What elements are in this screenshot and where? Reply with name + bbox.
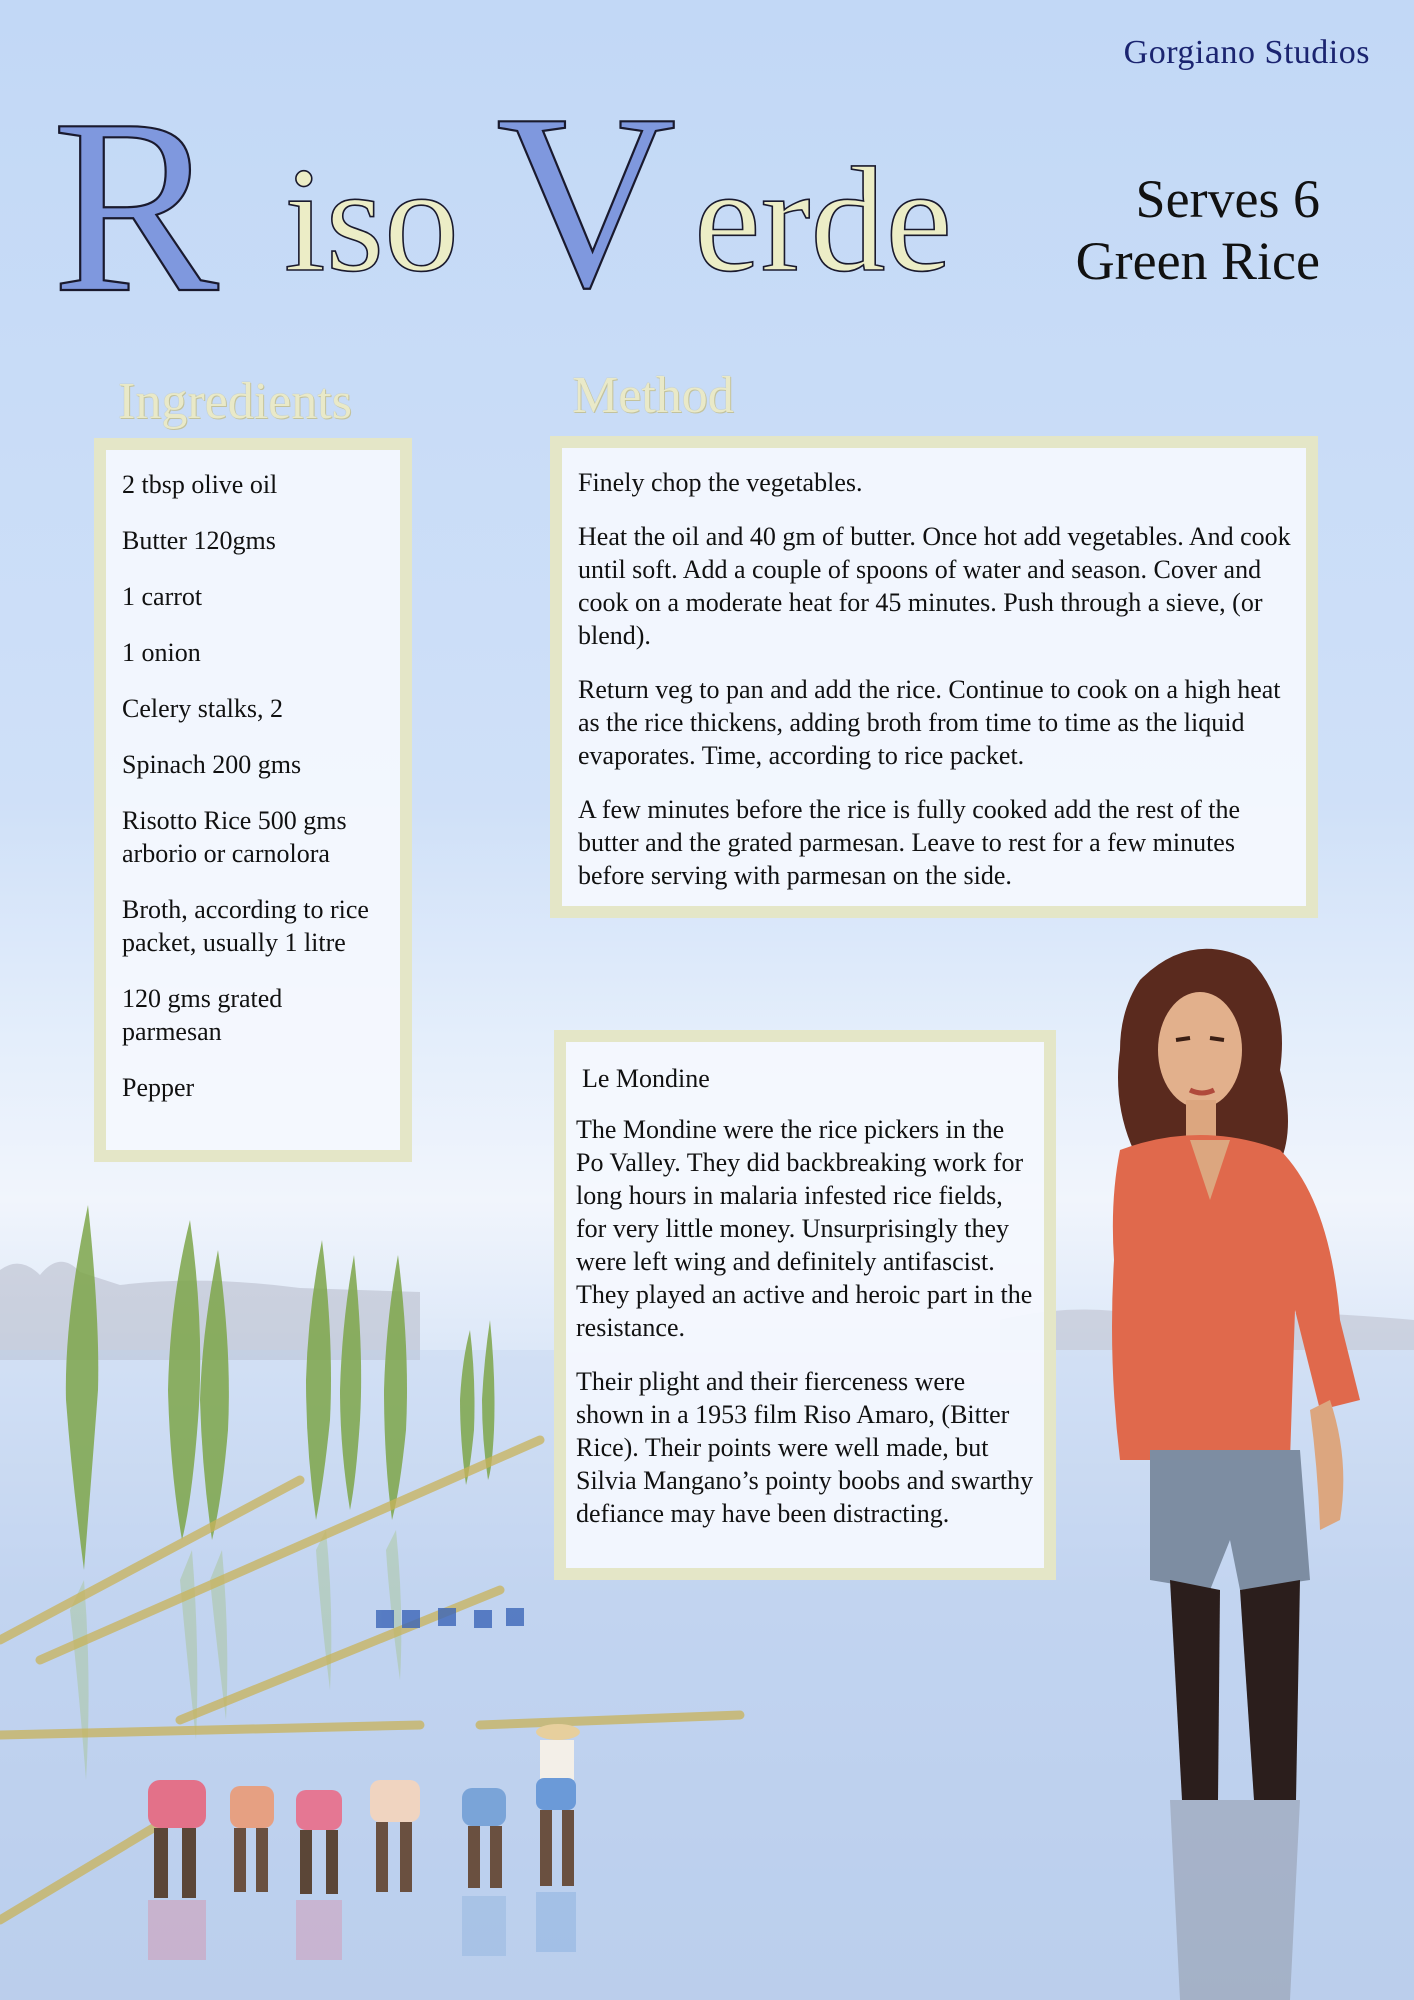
ingredients-heading: Ingredients [118, 373, 352, 430]
page-title [52, 80, 1002, 310]
method-box [550, 436, 1318, 918]
subtitle: Green Rice [1075, 231, 1320, 291]
ingredient-item: Pepper [122, 1073, 195, 1102]
title-iso: iso [284, 137, 460, 303]
title-v-initial: V [496, 80, 677, 310]
woman-in-water-illustration [1090, 940, 1414, 2000]
ingredient-item: 1 onion [122, 638, 201, 667]
ingredient-item: 1 carrot [122, 582, 203, 611]
title-erde: erde [694, 137, 953, 303]
ingredient-item: Risotto Rice 500 gms arborio or carnolora [122, 806, 347, 868]
ingredient-item: 2 tbsp olive oil [122, 470, 278, 499]
mondine-title: Le Mondine [582, 1064, 710, 1093]
ingredient-item: Butter 120gms [122, 526, 276, 555]
method-step: A few minutes before the rice is fully cooked add the rest of the butter and the grated parmesan. Leave to rest for a few minutes before serving with parmesan on the side. [578, 795, 1241, 890]
ingredient-item: Celery stalks, 2 [122, 694, 284, 723]
mondine-box [554, 1030, 1056, 1580]
method-step: Heat the oil and 40 gm of butter. Once hot add vegetables. And cook until soft. Add a couple of spoons of water and season. Cover and cook on a moderate heat for 45 minutes. Push through a sieve, (or blend). [578, 522, 1291, 650]
title-r-initial: R [52, 80, 219, 310]
ingredients-box [94, 438, 412, 1162]
method-heading: Method [572, 367, 734, 424]
mondine-paragraph: The Mondine were the rice pickers in the Po Valley. They did backbreaking work for long hours in malaria infested rice fields, for very little money. Unsurprisingly they were left wing and definitely antifascist. They played an active and heroic part in the resistance. [576, 1115, 1033, 1342]
method-step: Finely chop the vegetables. [578, 468, 863, 497]
serves-label: Serves 6 [1135, 169, 1320, 229]
serving-info [1076, 168, 1320, 292]
studio-name: Gorgiano Studios [1123, 34, 1370, 71]
method-step: Return veg to pan and add the rice. Continue to cook on a high heat as the rice thickens, adding broth from time to time as the liquid evaporates. Time, according to rice packet. [578, 675, 1281, 770]
mondine-paragraph: Their plight and their fierceness were shown in a 1953 film Riso Amaro, (Bitter Rice). Their points were well made, but Silvia Mangano’s pointy boobs and swarthy defiance may have been distracting. [576, 1367, 1034, 1528]
ingredient-item: 120 gms grated parmesan [122, 984, 283, 1046]
ingredient-item: Spinach 200 gms [122, 750, 302, 779]
ingredient-item: Broth, according to rice packet, usually 1 litre [122, 895, 369, 957]
